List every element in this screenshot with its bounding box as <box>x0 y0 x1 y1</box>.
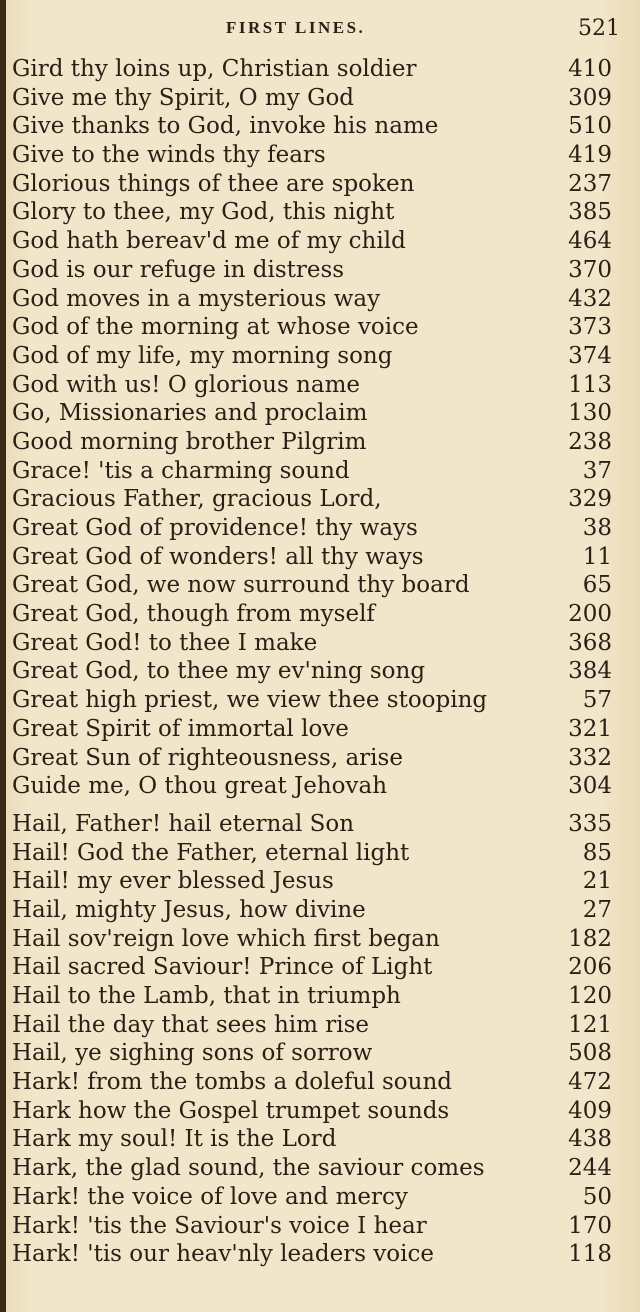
hymn-number: 374 <box>568 342 612 369</box>
page-binding-edge <box>0 0 6 1312</box>
hymn-first-line: Great God! to thee I make <box>12 629 318 656</box>
hymn-first-line: Hail, mighty Jesus, how divine <box>12 896 366 923</box>
hymn-number: 65 <box>582 572 612 599</box>
hymn-number: 57 <box>582 687 612 714</box>
index-entry <box>12 285 620 314</box>
hymn-number: 304 <box>568 773 612 800</box>
index-entry <box>12 84 620 113</box>
hymn-number: 121 <box>568 1011 612 1038</box>
hymn-number: 332 <box>568 744 612 771</box>
hymn-first-line: Glory to thee, my God, this night <box>12 199 395 226</box>
hymn-first-line: God moves in a mysterious way <box>12 285 381 312</box>
hymn-first-line: Give me thy Spirit, O my God <box>12 84 355 111</box>
hymn-first-line: Hail! God the Father, eternal light <box>12 839 410 866</box>
hymn-first-line: Hail the day that sees him rise <box>12 1011 370 1038</box>
hymn-number: 438 <box>568 1126 612 1153</box>
index-entry <box>12 342 620 371</box>
hymn-number: 237 <box>568 170 612 197</box>
hymn-number: 335 <box>568 810 612 837</box>
hymn-number: 472 <box>568 1069 612 1096</box>
index-entry <box>12 371 620 400</box>
index-entry <box>12 686 620 715</box>
hymn-number: 200 <box>568 601 612 628</box>
hymn-first-line: God of my life, my morning song <box>12 342 393 369</box>
hymn-number: 85 <box>582 839 612 866</box>
index-entry <box>12 313 620 342</box>
index-entry <box>12 399 620 428</box>
hymn-number: 419 <box>568 142 612 169</box>
hymn-number: 329 <box>568 486 612 513</box>
hymn-number: 206 <box>568 954 612 981</box>
hymn-number: 27 <box>582 896 612 923</box>
index-entry <box>12 953 620 982</box>
hymn-first-line: Hail, Father! hail eternal Son <box>12 810 355 837</box>
index-entry <box>12 428 620 457</box>
hymn-first-line: Hark, the glad sound, the saviour comes <box>12 1155 485 1182</box>
hymn-first-line: God with us! O glorious name <box>12 371 360 398</box>
hymn-number: 508 <box>568 1040 612 1067</box>
index-entry <box>12 1154 620 1183</box>
index-entry <box>12 1097 620 1126</box>
hymn-number: 120 <box>568 983 612 1009</box>
index-entry <box>12 744 620 773</box>
hymn-number: 410 <box>568 56 612 82</box>
hymn-first-line: Go, Missionaries and proclaim <box>12 400 368 427</box>
hymn-first-line: Hark! the voice of love and mercy <box>12 1183 408 1210</box>
hymn-number: 510 <box>568 113 612 140</box>
hymn-first-line: Gracious Father, gracious Lord, <box>12 486 382 513</box>
index-entry <box>12 256 620 285</box>
index-entry <box>12 810 620 839</box>
index-entry <box>12 457 620 486</box>
hymn-first-line: Give to the winds thy fears <box>12 142 326 169</box>
index-entry <box>12 1183 620 1212</box>
index-entry <box>12 629 620 658</box>
hymn-first-line: Hark! 'tis our heav'nly leaders voice <box>12 1241 434 1268</box>
hymn-first-line: Great God, to thee my ev'ning song <box>12 658 426 685</box>
index-entry <box>12 1039 620 1068</box>
index-entry <box>12 772 620 801</box>
hymn-number: 21 <box>582 868 612 895</box>
index-entry <box>12 1011 620 1040</box>
index-entry <box>12 1212 620 1241</box>
hymn-first-line: Great Spirit of immortal love <box>12 715 349 742</box>
page-number: 521 <box>578 16 620 41</box>
hymn-first-line: Guide me, O thou great Jehovah <box>12 773 388 800</box>
hymn-number: 38 <box>582 515 612 541</box>
hymn-number: 50 <box>582 1183 612 1210</box>
hymn-first-line: Great God, we now surround thy board <box>12 572 470 599</box>
index-entry <box>12 571 620 600</box>
index-entry <box>12 198 620 227</box>
hymn-first-line: Hark how the Gospel trumpet sounds <box>12 1097 450 1124</box>
index-entry <box>12 867 620 896</box>
hymn-first-line: Gird thy loins up, Christian soldier <box>12 56 417 82</box>
first-lines-index <box>12 55 620 1269</box>
hymn-number: 370 <box>568 256 612 283</box>
hymn-first-line: Hail, ye sighing sons of sorrow <box>12 1040 373 1067</box>
hymn-first-line: Great Sun of righteousness, arise <box>12 744 403 771</box>
index-entry <box>12 55 620 84</box>
hymn-number: 373 <box>568 314 612 341</box>
index-entry <box>12 925 620 954</box>
index-entry <box>12 543 620 572</box>
hymn-number: 113 <box>568 371 612 398</box>
hymn-number: 11 <box>582 543 612 570</box>
hymn-first-line: God is our refuge in distress <box>12 256 345 283</box>
hymn-first-line: Good morning brother Pilgrim <box>12 428 367 455</box>
hymn-first-line: Hail sov'reign love which first began <box>12 925 440 952</box>
hymn-first-line: Give thanks to God, invoke his name <box>12 113 439 140</box>
hymn-number: 118 <box>568 1241 612 1268</box>
index-entry <box>12 227 620 256</box>
index-entry <box>12 485 620 514</box>
index-entry <box>12 1125 620 1154</box>
hymn-first-line: Hark my soul! It is the Lord <box>12 1126 337 1153</box>
hymn-number: 384 <box>568 658 612 685</box>
index-entry <box>12 112 620 141</box>
hymn-number: 368 <box>568 629 612 656</box>
hymn-number: 385 <box>568 199 612 226</box>
hymn-first-line: Hail to the Lamb, that in triumph <box>12 983 401 1009</box>
hymn-first-line: Great God, though from myself <box>12 601 375 628</box>
hymn-number: 409 <box>568 1097 612 1124</box>
hymn-first-line: Hail sacred Saviour! Prince of Light <box>12 954 433 981</box>
hymn-first-line: Glorious things of thee are spoken <box>12 170 415 197</box>
page-header <box>0 14 640 44</box>
hymn-number: 238 <box>568 428 612 455</box>
hymn-first-line: Hail! my ever blessed Jesus <box>12 868 334 895</box>
hymn-first-line: God hath bereav'd me of my child <box>12 228 406 255</box>
index-entry <box>12 982 620 1011</box>
index-entry <box>12 657 620 686</box>
hymn-first-line: Great high priest, we view thee stooping <box>12 687 488 714</box>
hymn-first-line: Great God of wonders! all thy ways <box>12 543 424 570</box>
hymn-number: 432 <box>568 285 612 312</box>
index-entry <box>12 715 620 744</box>
index-entry <box>12 1068 620 1097</box>
hymn-number: 244 <box>568 1155 612 1182</box>
running-head: FIRST LINES. <box>226 18 366 37</box>
hymn-first-line: God of the morning at whose voice <box>12 314 419 341</box>
hymn-number: 37 <box>582 457 612 484</box>
index-entry <box>12 141 620 170</box>
hymn-number: 130 <box>568 400 612 427</box>
index-entry <box>12 514 620 543</box>
hymn-first-line: Great God of providence! thy ways <box>12 515 418 541</box>
index-entry <box>12 1240 620 1269</box>
hymn-first-line: Hark! from the tombs a doleful sound <box>12 1069 452 1096</box>
hymn-number: 170 <box>568 1212 612 1239</box>
index-entry <box>12 600 620 629</box>
index-entry <box>12 839 620 868</box>
hymn-number: 309 <box>568 84 612 111</box>
index-entry <box>12 896 620 925</box>
hymn-number: 321 <box>568 715 612 742</box>
hymn-number: 464 <box>568 228 612 255</box>
hymn-number: 182 <box>568 925 612 952</box>
hymn-first-line: Grace! 'tis a charming sound <box>12 457 350 484</box>
index-entry <box>12 170 620 199</box>
hymn-first-line: Hark! 'tis the Saviour's voice I hear <box>12 1212 427 1239</box>
